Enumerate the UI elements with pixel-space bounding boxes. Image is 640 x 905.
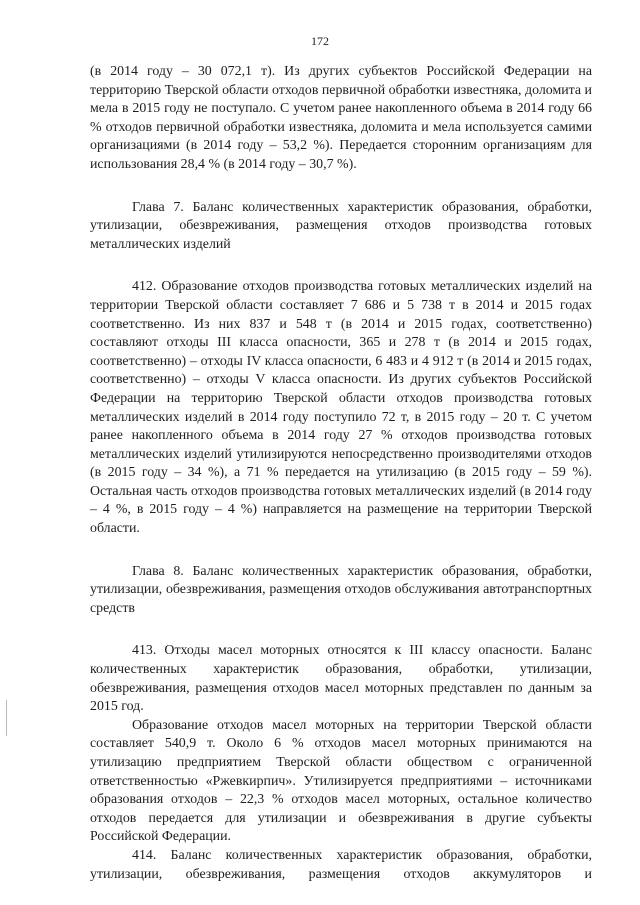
document-body xyxy=(90,63,592,884)
page-number: 172 xyxy=(311,34,329,48)
paragraph-412: 412. Образование отходов производства готовых металлических изделий на территории Тверской области составляет 7 686 и 5 738 т в 2014 и 2015 годах соответственно. Из них 837 и 548 т (в 2014 и 2015 годах, соответственно) составляют отходы III класса опасности, 365 и 278 т (в 2014 и 2015 годах, соответственно) – отходы IV класса опасности, 6 483 и 4 912 т (в 2014 и 2015 годах, соответственно) – отходы V класса опасности. Из других субъектов Российской Федерации на территорию Тверской области отходов производства готовых металлических изделий в 2014 году поступило 72 т, в 2015 году – 20 т. С учетом ранее накопленного объема в 2014 году 27 % отходов производства готовых металлических изделий утилизируются непосредственно производителями отходов (в 2015 году – 34 %), а 71 % передается на утилизацию (в 2015 году – 59 %). Остальная часть отходов производства готовых металлических изделий (в 2014 году – 4 %, в 2015 году – 4 %) направляется на размещение на территории Тверской области. xyxy=(90,279,592,537)
paragraph-continued: (в 2014 году – 30 072,1 т). Из других субъектов Российской Федерации на территорию Тверской области отходов первичной обработки известняка, доломита и мела в 2015 году не поступало. С учетом ранее накопленного объема в 2014 году 66 % отходов первичной обработки известняка, доломита и мела используется самими организациями (в 2014 году – 53,2 %). Передается сторонним организациям для использования 28,4 % (в 2014 году – 30,7 %). xyxy=(90,64,592,172)
paragraph-414: 414. Баланс количественных характеристик образования, обработки, утилизации, обезвреживания, размещения отходов аккумуляторов и xyxy=(90,847,592,882)
scan-margin-mark xyxy=(6,700,7,736)
chapter-7-heading: Глава 7. Баланс количественных характеристик образования, обработки, утилизации, обезвреживания, размещения отходов производства готовых металлических изделий xyxy=(90,199,592,252)
chapter-8-heading: Глава 8. Баланс количественных характеристик образования, обработки, утилизации, обезвреживания, размещения отходов обслуживания автотранспортных средств xyxy=(90,563,592,616)
paragraph-413: 413. Отходы масел моторных относятся к III классу опасности. Баланс количественных характеристик образования, обработки, утилизации, обезвреживания, размещения отходов масел моторных представлен по данным за 2015 год. xyxy=(90,643,592,715)
paragraph-413-continuation: Образование отходов масел моторных на территории Тверской области составляет 540,9 т. Около 6 % отходов масел моторных принимаются на утилизацию предприятием Тверской области обществом с ограниченной ответственностью «Ржевкирпич». Утилизируется предприятиями – источниками образования отходов – 22,3 % отходов масел моторных, остальное количество отходов передается для утилизации и обезвреживания в другие субъекты Российской Федерации. xyxy=(90,717,592,845)
